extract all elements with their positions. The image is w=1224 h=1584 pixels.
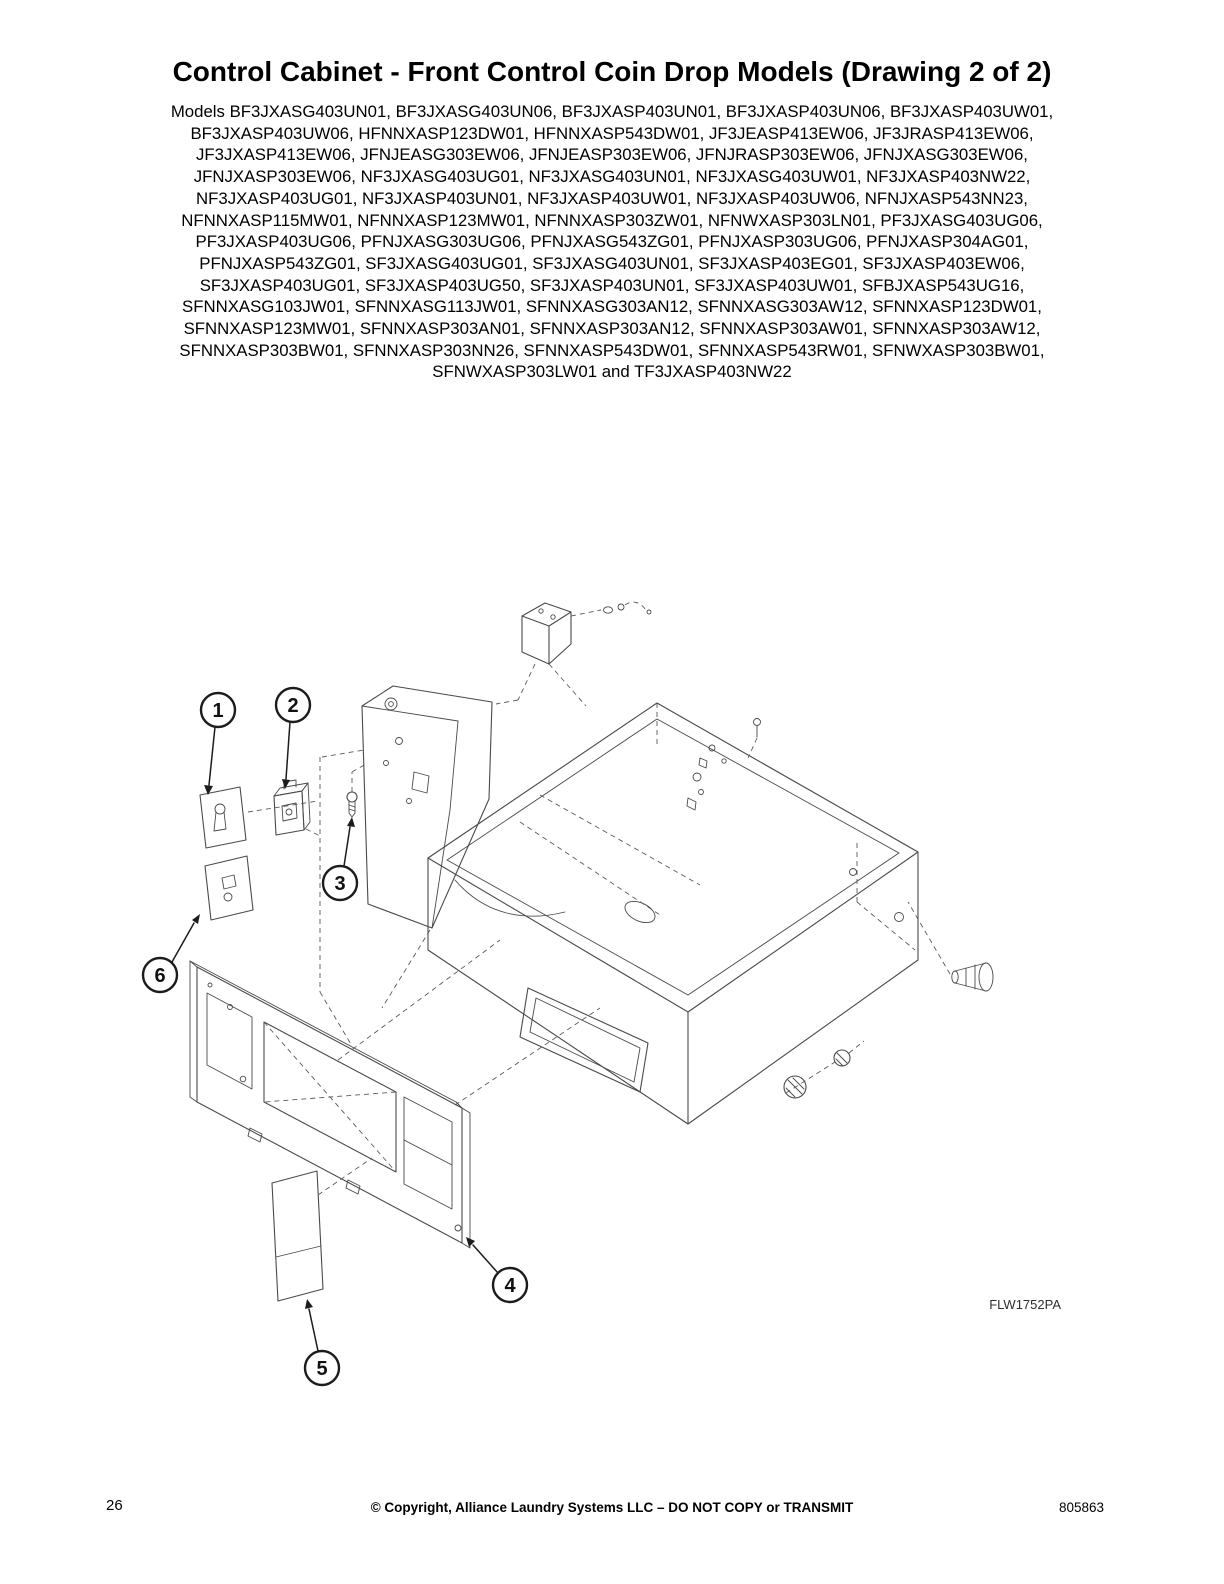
models-line: SFNWXASP303LW01 and TF3JXASP403NW22 (432, 362, 792, 382)
projection-lines (248, 750, 600, 1105)
models-line: SF3JXASP403UG01, SF3JXASP403UG50, SF3JXASP403UN01, SF3JXASP403UW01, SFBJXASP543UG16, (199, 275, 1025, 295)
top-terminal-assembly (496, 602, 651, 706)
part-screw (347, 792, 357, 817)
models-line: SFNNXASG103JW01, SFNNXASG113JW01, SFNNXASG303AN12, SFNNXASG303AW12, SFNNXASP123DW01, (182, 297, 1042, 317)
part-plate-6 (205, 856, 253, 920)
figure-code: FLW1752PA (989, 1297, 1061, 1312)
models-line: JFNJXASP303EW06, NF3JXASG403UG01, NF3JXASG403UN01, NF3JXASG403UW01, NF3JXASP403NW22, (193, 167, 1031, 187)
part-lock-plate (200, 787, 246, 848)
models-line: NFNNXASP115MW01, NFNNXASP123MW01, NFNNXASP303ZW01, NFNWXASP303LN01, PF3JXASG403UG06, (181, 210, 1043, 230)
copyright-notice: © Copyright, Alliance Laundry Systems LLC – DO NOT COPY or TRANSMIT (370, 1500, 854, 1515)
svg-text:5: 5 (316, 1358, 328, 1380)
grommets (784, 1041, 864, 1098)
callout-4 (466, 1237, 527, 1302)
retainer-plug (908, 902, 993, 991)
control-panel-assembly (190, 961, 470, 1248)
svg-text:4: 4 (504, 1275, 516, 1297)
page-number: 26 (106, 1497, 123, 1514)
document-number: 805863 (1058, 1500, 1104, 1515)
models-line: Models BF3JXASG403UN01, BF3JXASG403UN06, BF3JXASP403UN01, BF3JXASP403UN06, BF3JXASP403UW01, (170, 102, 1054, 121)
models-line: PF3JXASP403UG06, PFNJXASG303UG06, PFNJXASG543ZG01, PFNJXASP303UG06, PFNJXASP304AG01, (195, 232, 1029, 252)
svg-text:6: 6 (154, 965, 166, 987)
overlay-card (272, 1158, 372, 1301)
models-line: SFNNXASP303BW01, SFNNXASP303NN26, SFNNXASP543DW01, SFNNXASP543RW01, SFNWXASP303BW01, (179, 340, 1045, 360)
models-line: SFNNXASP123MW01, SFNNXASP303AN01, SFNNXASP303AN12, SFNNXASP303AW01, SFNNXASP303AW12, (183, 319, 1041, 339)
callout-2 (276, 688, 310, 789)
svg-text:1: 1 (212, 700, 224, 722)
models-line: NF3JXASP403UG01, NF3JXASP403UN01, NF3JXASP403UW01, NF3JXASP403UW06, NFNJXASP543NN23, (196, 188, 1028, 208)
svg-text:2: 2 (287, 695, 299, 717)
svg-text:3: 3 (334, 873, 346, 895)
callout-5 (305, 1299, 339, 1385)
callout-1 (201, 693, 235, 795)
control-mounting-bracket (362, 686, 492, 928)
models-line: JF3JXASP413EW06, JFNJEASG303EW06, JFNJEASP303EW06, JFNJRASP303EW06, JFNJXASG303EW06, (196, 145, 1028, 165)
models-line: PFNJXASP543ZG01, SF3JXASG403UG01, SF3JXASG403UN01, SF3JXASP403EG01, SF3JXASP403EW06, (199, 253, 1025, 273)
models-line: BF3JXASP403UW06, HFNNXASP123DW01, HFNNXASP543DW01, JF3JEASP413EW06, JF3JRASP413EW06, (190, 123, 1034, 143)
callout-3 (323, 817, 357, 900)
callout-6 (143, 914, 200, 992)
page-title: Control Cabinet - Front Control Coin Drop Models (Drawing 2 of 2) (172, 56, 1052, 87)
